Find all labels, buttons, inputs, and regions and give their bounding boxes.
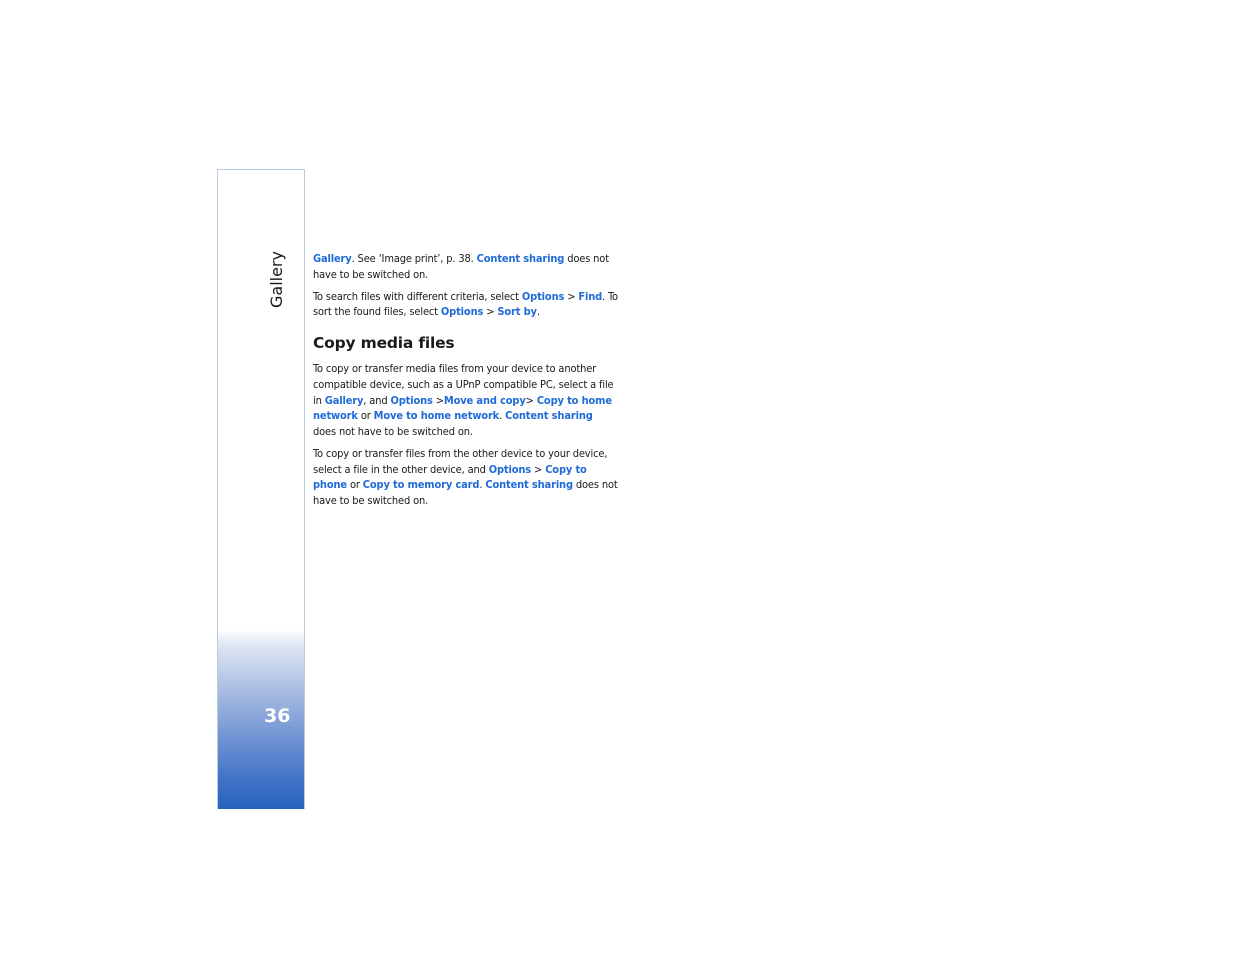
text-run: To copy or transfer media files from your device to another compatible device, such as a UPnP compatible PC, select a file in <box>313 362 614 407</box>
menu-term-options: Options <box>488 462 532 476</box>
text-run: or <box>346 478 363 492</box>
menu-term-options: Options <box>390 393 433 407</box>
section-heading: Copy media files <box>313 333 455 352</box>
text-run: , and <box>363 393 391 407</box>
text-run: > <box>483 305 498 319</box>
section-label <box>262 251 292 312</box>
main-content <box>313 251 618 515</box>
menu-term-options: Options <box>521 289 565 303</box>
menu-term-gallery: Gallery <box>324 393 364 407</box>
menu-term-copy-to-home-network: Copy to home network <box>313 393 612 423</box>
text-run: To search files with different criteria, select <box>313 289 522 303</box>
menu-term-find: Find <box>578 289 603 303</box>
paragraph-search-files <box>313 289 618 320</box>
text-run: . <box>479 478 486 492</box>
paragraph-gallery-note <box>313 251 618 282</box>
text-run: > <box>432 393 444 407</box>
paragraph-copy-to-device <box>313 361 618 439</box>
text-run: . See ‘Image print’, p. 38. <box>351 252 477 265</box>
menu-term-content-sharing: Content sharing <box>505 409 593 423</box>
menu-term-content-sharing: Content sharing <box>476 252 565 265</box>
menu-term-move-and-copy: Move and copy <box>443 393 526 407</box>
text-run: > <box>531 462 546 476</box>
paragraph-copy-from-device <box>313 446 618 508</box>
text-run: . <box>499 409 506 423</box>
text-run: does not have to be switched on. <box>313 424 473 438</box>
menu-term-content-sharing: Content sharing <box>485 478 573 492</box>
text-run: . To sort the found files, select <box>313 289 618 319</box>
text-run: > <box>525 393 537 407</box>
text-run: does not have to be switched on. <box>313 478 618 507</box>
text-run: > <box>564 289 579 303</box>
page-number: 36 <box>264 705 291 727</box>
menu-term-copy-to-phone: Copy to phone <box>313 462 587 492</box>
text-run: does not have to be switched on. <box>313 252 609 281</box>
text-run: To copy or transfer files from the other device to your device, select a file in the other device, and <box>313 446 608 476</box>
menu-term-options: Options <box>440 305 484 319</box>
text-run: or <box>357 409 374 423</box>
text-run: . <box>536 305 540 319</box>
menu-term-sort-by: Sort by <box>497 305 537 319</box>
menu-term-copy-to-memory-card: Copy to memory card <box>362 478 480 492</box>
section-label-text: Gallery <box>267 251 286 308</box>
menu-term-move-to-home-network: Move to home network <box>373 409 500 423</box>
menu-term-gallery: Gallery <box>313 252 352 265</box>
